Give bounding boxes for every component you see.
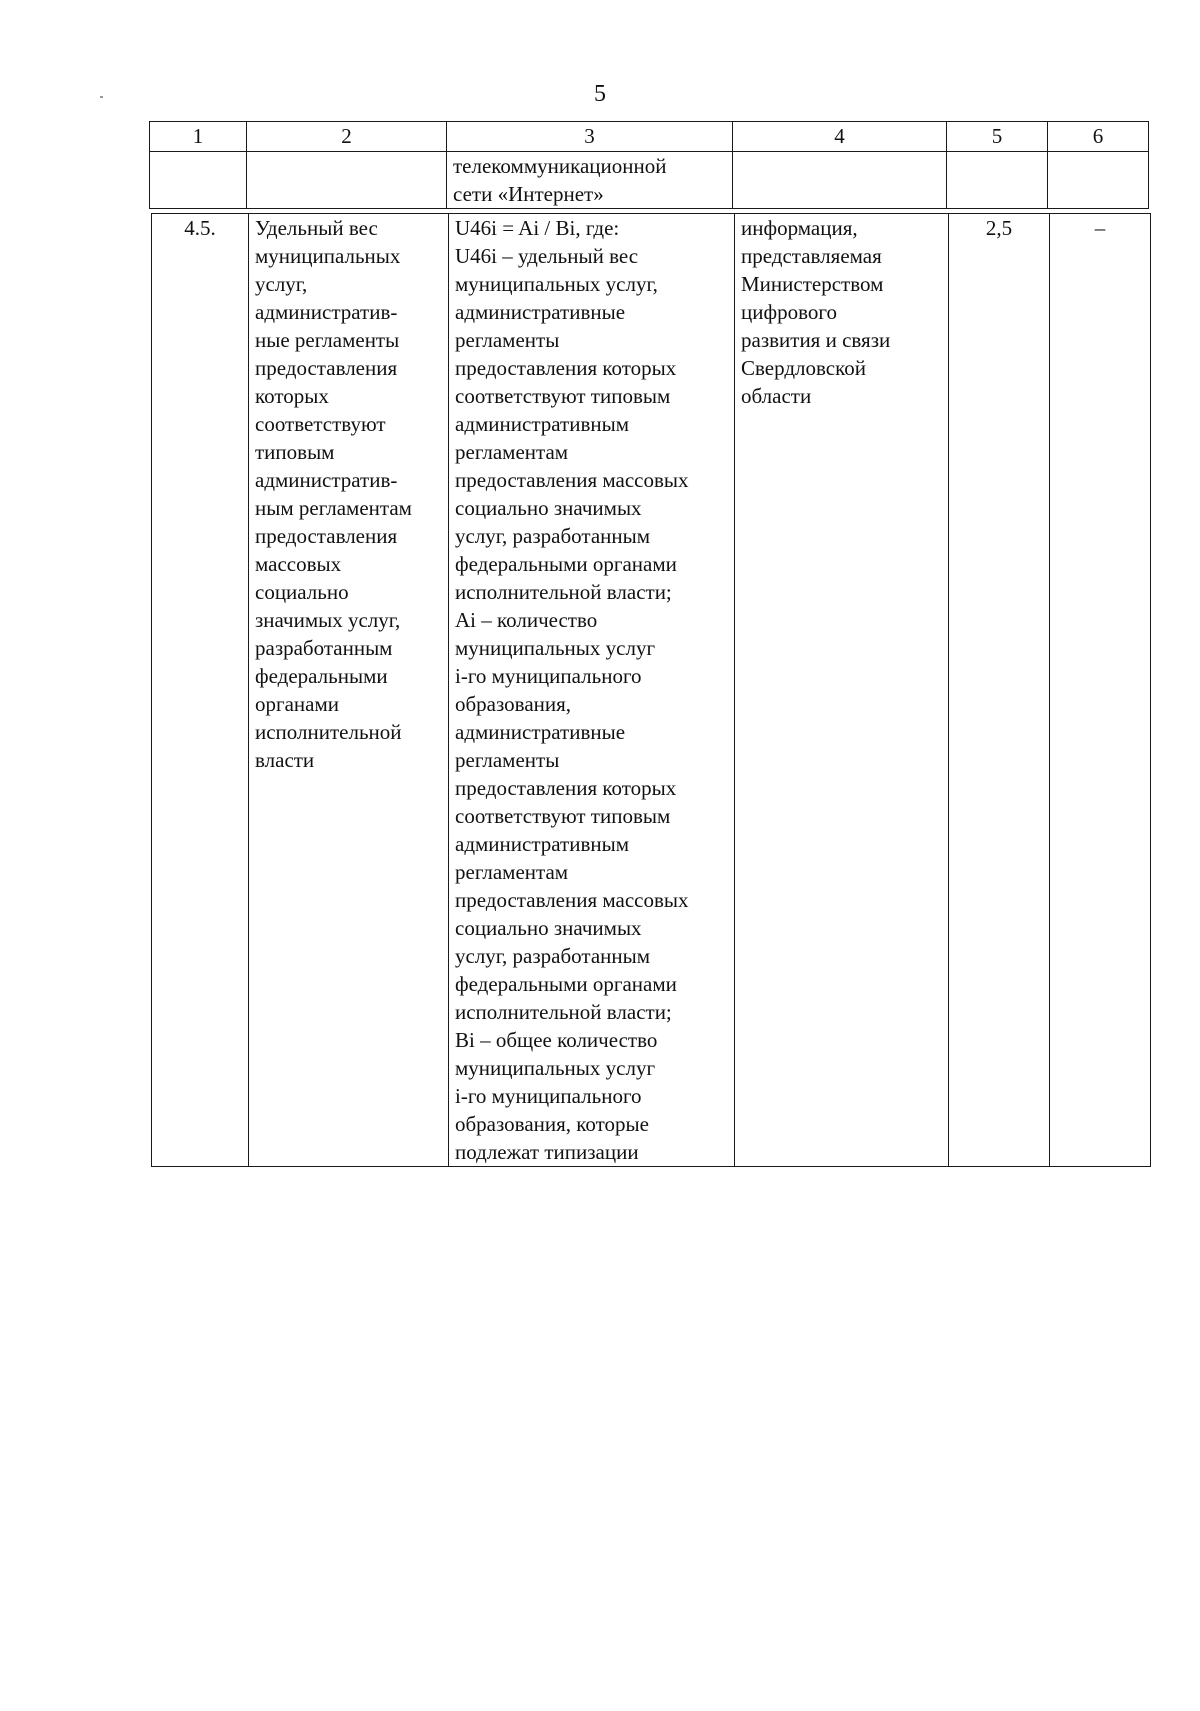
formula-line: предоставления которых — [455, 776, 677, 800]
formula-line: образования, которые — [455, 1112, 649, 1136]
formula-line: образования, — [455, 692, 572, 716]
column-header-4: 4 — [733, 122, 947, 152]
formula-line: административным — [455, 832, 630, 856]
formula-line: социально значимых — [455, 496, 642, 520]
row-number: 4.5. — [152, 214, 249, 1167]
weight-cell: 2,5 — [949, 214, 1050, 1167]
continuation-cell-1 — [150, 152, 247, 209]
formula-line: i-го муниципального — [455, 664, 642, 688]
column-header-3: 3 — [447, 122, 733, 152]
indicator-line: административ- — [255, 468, 398, 492]
column-header-5: 5 — [947, 122, 1048, 152]
formula-line: регламенты — [455, 328, 560, 352]
formula-line: соответствуют типовым — [455, 804, 671, 828]
continuation-line: телекоммуникационной — [453, 154, 667, 178]
formula-line: муниципальных услуг — [455, 636, 656, 660]
source-line: цифрового — [741, 300, 837, 324]
formula-line: U46i = Ai / Bi, где: — [455, 216, 620, 240]
formula-line: административным — [455, 412, 630, 436]
indicator-line: социально — [255, 580, 349, 604]
indicator-line: Удельный вес — [255, 216, 378, 240]
indicator-line: федеральными — [255, 664, 388, 688]
formula-line: U46i – удельный вес — [455, 244, 639, 268]
column-6-cell: – — [1050, 214, 1151, 1167]
formula-line: подлежат типизации — [455, 1140, 639, 1164]
formula-line: Ai – количество — [455, 608, 598, 632]
indicator-line: ным регламентам — [255, 496, 412, 520]
indicator-line: административ- — [255, 300, 398, 324]
formula-line: предоставления которых — [455, 356, 677, 380]
formula-line: федеральными органами — [455, 972, 677, 996]
column-header-2: 2 — [247, 122, 447, 152]
formula-line: услуг, разработанным — [455, 524, 651, 548]
table-header-block — [149, 121, 1149, 209]
source-line: Свердловской — [741, 356, 866, 380]
continuation-cell-3 — [447, 152, 733, 209]
page-number: 5 — [594, 81, 606, 107]
continuation-cell-2 — [247, 152, 447, 209]
indicator-line: предоставления — [255, 524, 398, 548]
data-source-cell — [735, 214, 949, 1167]
formula-line: Bi – общее количество — [455, 1028, 658, 1052]
formula-line: социально значимых — [455, 916, 642, 940]
formula-line: регламентам — [455, 440, 569, 464]
column-header-1: 1 — [150, 122, 247, 152]
indicator-line: которых — [255, 384, 329, 408]
formula-line: регламенты — [455, 748, 560, 772]
source-line: развития и связи — [741, 328, 891, 352]
formula-line: услуг, разработанным — [455, 944, 651, 968]
formula-line: соответствуют типовым — [455, 384, 671, 408]
scan-artifact — [100, 96, 103, 98]
indicator-line: массовых — [255, 552, 342, 576]
formula-line: регламентам — [455, 860, 569, 884]
indicator-line: ные регламенты — [255, 328, 400, 352]
column-number-row — [150, 122, 1149, 152]
formula-line: муниципальных услуг, — [455, 272, 658, 296]
indicator-line: значимых услуг, — [255, 608, 401, 632]
source-line: информация, — [741, 216, 858, 240]
source-line: области — [741, 384, 812, 408]
continuation-cell-5 — [947, 152, 1048, 209]
indicator-line: власти — [255, 748, 315, 772]
continuation-line: сети «Интернет» — [453, 182, 604, 206]
formula-line: i-го муниципального — [455, 1084, 642, 1108]
indicator-line: муниципальных — [255, 244, 401, 268]
source-line: Министерством — [741, 272, 884, 296]
formula-line: предоставления массовых — [455, 468, 689, 492]
indicator-line: органами — [255, 692, 340, 716]
continuation-cell-4 — [733, 152, 947, 209]
table-row-block — [151, 213, 1151, 1167]
column-header-6: 6 — [1048, 122, 1149, 152]
source-line: представляемая — [741, 244, 882, 268]
continuation-row — [150, 152, 1149, 209]
formula-line: административные — [455, 300, 626, 324]
formula-line: исполнительной власти; — [455, 580, 672, 604]
indicator-name-cell — [249, 214, 449, 1167]
table-row — [152, 214, 1151, 1167]
formula-line: административные — [455, 720, 626, 744]
indicator-line: разработанным — [255, 636, 393, 660]
indicator-line: услуг, — [255, 272, 308, 296]
formula-cell — [449, 214, 735, 1167]
indicator-line: предоставления — [255, 356, 398, 380]
continuation-cell-6 — [1048, 152, 1149, 209]
formula-line: федеральными органами — [455, 552, 677, 576]
formula-line: муниципальных услуг — [455, 1056, 656, 1080]
indicator-line: типовым — [255, 440, 335, 464]
indicator-line: соответствуют — [255, 412, 386, 436]
formula-line: предоставления массовых — [455, 888, 689, 912]
formula-line: исполнительной власти; — [455, 1000, 672, 1024]
indicator-line: исполнительной — [255, 720, 402, 744]
